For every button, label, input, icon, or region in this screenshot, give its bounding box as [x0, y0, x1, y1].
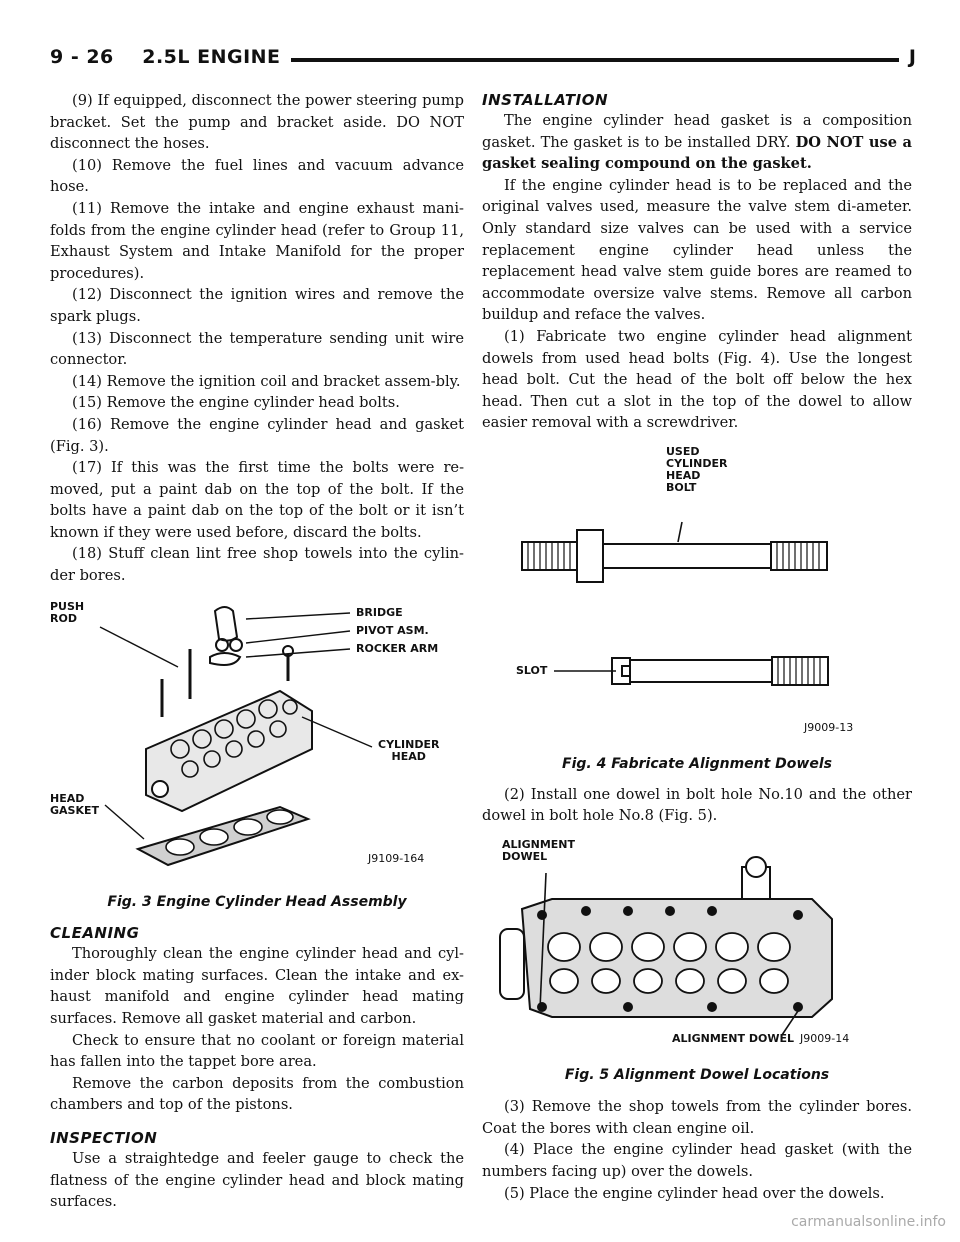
left-column: [50, 90, 464, 1213]
installation-p1: [482, 110, 912, 175]
step-4: (4) Place the engine cylinder head gasket (with the numbers facing up) over the dowels.: [482, 1141, 912, 1181]
step-11: (11) Remove the intake and engine exhaust mani-folds from the engine cylinder head (refer to Group 11, Exhaust System and Intake Manifold for the proper procedures).: [50, 199, 464, 282]
step-5: (5) Place the engine cylinder head over the dowels.: [504, 1184, 885, 1202]
installation-p1-text: The engine cylinder head gasket is a composition gasket. The gasket is to be installed DRY.: [482, 112, 912, 151]
fig-4-caption: Fig. 4 Fabricate Alignment Dowels: [562, 755, 832, 772]
step-9: (9) If equipped, disconnect the power steering pump bracket. Set the pump and bracket aside. DO NOT disconnect the hoses.: [50, 92, 464, 153]
step-17: (17) If this was the first time the bolts were re-moved, put a paint dab on the top of the bolt. If the bolts have a paint dab on the top of the bolt or it isn’t known if they were used before, discard the bolts.: [50, 459, 464, 541]
cleaning-p3: Remove the carbon deposits from the combustion chambers and top of the pistons.: [50, 1074, 464, 1114]
head-gasket-label: HEAD GASKET: [50, 791, 100, 817]
fig-5: [482, 839, 912, 1059]
cylinder-head-label: CYLINDER HEAD: [378, 737, 440, 763]
inspection-heading: INSPECTION: [50, 1129, 158, 1147]
bridge-label: BRIDGE: [356, 605, 403, 619]
cleaning-heading: CLEANING: [50, 924, 140, 943]
watermark[interactable]: carmanualsonline.info: [791, 1214, 946, 1230]
pivot-label: PIVOT ASM.: [356, 623, 429, 637]
step-13: (13) Disconnect the temperature sending unit wire connector.: [50, 329, 464, 369]
cleaning-p1: Thoroughly clean the engine cylinder head and cyl-inder block mating surfaces. Clean the intake and ex-haust manifold and engine cylinder head mating surfaces. Remove all gasket material and carbon.: [50, 945, 464, 1028]
page-footer: [0, 1202, 960, 1242]
rocker-arm-label: ROCKER ARM: [356, 641, 439, 655]
step-14: (14) Remove the ignition coil and bracket assem-bly.: [72, 372, 461, 390]
step-3: (3) Remove the shop towels from the cylinder bores. Coat the bores with clean engine oil.: [482, 1098, 912, 1137]
alignment-dowel-bottom-label: ALIGNMENT DOWEL: [672, 1031, 794, 1045]
fig-4: [482, 444, 912, 750]
fig3-code: J9109-164: [368, 851, 425, 865]
right-column: [482, 90, 912, 1204]
step-12: (12) Disconnect the ignition wires and remove the spark plugs.: [50, 286, 464, 325]
slot-label: SLOT: [516, 663, 548, 677]
fig-5-caption: Fig. 5 Alignment Dowel Locations: [564, 1066, 830, 1083]
step-15: (15) Remove the engine cylinder head bolts.: [72, 394, 400, 412]
page-header: [50, 36, 916, 76]
installation-p2: If the engine cylinder head is to be replaced and the original valves used, measure the valve stem di-ameter. Only standard size valves can be used with a service replacement engine cylinder head unless the replacement head valve stem guide bores are reamed to accommodate oversize valve stems. Remove all carbon buildup and reface the valves.: [482, 176, 912, 324]
alignment-dowel-top-label: ALIGNMENT DOWEL: [502, 837, 576, 863]
inspection-p1: Use a straightedge and feeler gauge to check the flatness of the engine cylinder head and block mating surfaces.: [50, 1150, 464, 1211]
step-1: (1) Fabricate two engine cylinder head alignment dowels from used head bolts (Fig. 4). Use the longest head bolt. Cut the head of the bolt off below the hex head. Then cut a slot in the top of the dowel to allow easier removal with a screwdriver.: [482, 327, 912, 432]
fig4-code: J9009-13: [804, 720, 854, 734]
fig-3-caption: Fig. 3 Engine Cylinder Head Assembly: [107, 893, 407, 910]
used-bolt-label: USED CYLINDER HEAD BOLT: [666, 444, 728, 494]
push-rod-label: PUSH ROD: [50, 599, 85, 625]
fig5-code: J9009-14: [800, 1031, 850, 1045]
section-letter: J: [899, 46, 916, 68]
fig-3: [50, 599, 464, 884]
step-10: (10) Remove the fuel lines and vacuum advance hose.: [50, 156, 464, 196]
page-number-title: 9 - 26 2.5L ENGINE: [50, 46, 291, 68]
step-2: (2) Install one dowel in bolt hole No.10 and the other dowel in bolt hole No.8 (Fig. 5).: [482, 785, 912, 825]
step-18: (18) Stuff clean lint free shop towels into the cylin-der bores.: [50, 545, 464, 585]
cleaning-p2: Check to ensure that no coolant or foreign material has fallen into the tappet bore area.: [50, 1031, 464, 1071]
installation-p1-warning: DO NOT use a gasket sealing compound on the gasket.: [482, 133, 913, 173]
step-16: (16) Remove the engine cylinder head and gasket (Fig. 3).: [50, 415, 464, 455]
installation-heading: INSTALLATION: [482, 91, 609, 109]
alignment-dowel-locations-illustration: [482, 839, 912, 1059]
